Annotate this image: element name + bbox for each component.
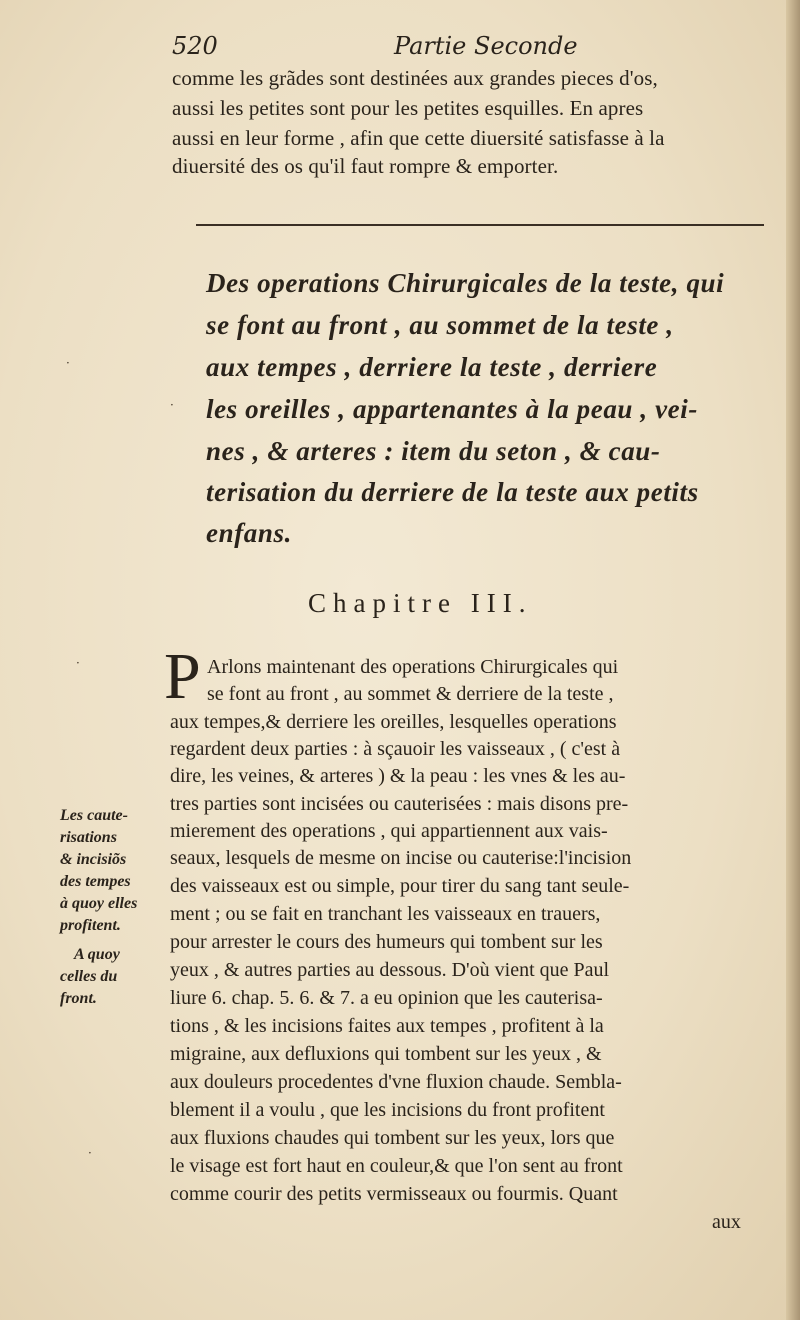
heading-line: aux tempes , derriere la teste , derriere [206,352,658,382]
body-line: des vaisseaux est ou simple, pour tirer du sang tant seule- [170,875,630,897]
margin-line: risations [60,829,117,846]
margin-line: à quoy elles [60,895,138,912]
margin-line: profitent. [60,917,121,934]
body-line: yeux , & autres parties au dessous. D'où vient que Paul [170,959,610,981]
body-line: mierement des operations , qui appartiennent aux vais- [170,820,608,842]
body-line: blement il a voulu , que les incisions du front profitent [170,1099,605,1121]
section-divider [196,224,764,226]
body-line: aux fluxions chaudes qui tombent sur les yeux, lors que [170,1127,615,1149]
body-line: tions , & les incisions faites aux tempes , profitent à la [170,1015,604,1037]
page-number: 520 [172,32,218,60]
page-header [172,32,772,62]
catchword: aux [712,1211,741,1233]
ink-speck: · [66,356,70,370]
body-line: se font au front , au sommet & derriere de la teste , [207,683,614,705]
heading-line: enfans. [206,518,292,548]
margin-line: des tempes [60,873,131,890]
body-line: tres parties sont incisées ou cauterisées : mais disons pre- [170,793,629,815]
margin-line: Les caute- [60,807,128,824]
body-line: pour arrester le cours des humeurs qui tombent sur les [170,931,603,953]
ink-speck: · [170,398,174,412]
text-line: aussi les petites sont pour les petites esquilles. En apres [172,96,644,120]
body-line: migraine, aux defluxions qui tombent sur les yeux , & [170,1043,602,1065]
heading-line: se font au front , au sommet de la teste , [206,310,674,340]
body-line: dire, les veines, & arteres ) & la peau : les vnes & les au- [170,765,626,787]
ink-speck: · [88,1146,92,1160]
text-line: comme les grãdes sont destinées aux grandes pieces d'os, [172,66,658,90]
running-title: Partie Seconde [394,32,578,60]
margin-line: celles du [60,968,118,985]
body-line: ment ; ou se fait en tranchant les vaisseaux en trauers, [170,903,601,925]
body-line: le visage est fort haut en couleur,& que l'on sent au front [170,1155,623,1177]
heading-line: Des operations Chirurgicales de la teste, qui [206,268,725,298]
text-line: aussi en leur forme , afin que cette diuersité satisfasse à la [172,126,665,150]
body-line: comme courir des petits vermisseaux ou fourmis. Quant [170,1183,618,1205]
heading-line: nes , & arteres : item du seton , & cau- [206,436,661,466]
body-line: seaux, lesquels de mesme on incise ou cauterise:l'incision [170,847,632,869]
body-line: aux douleurs procedentes d'vne fluxion chaude. Sembla- [170,1071,622,1093]
heading-line: les oreilles , appartenantes à la peau , vei- [206,394,698,424]
page-edge-shadow [786,0,800,1320]
drop-cap: P [164,640,201,713]
heading-line: terisation du derriere de la teste aux petits [206,477,699,507]
text-line: diuersité des os qu'il faut rompre & emporter. [172,154,559,178]
body-line: liure 6. chap. 5. 6. & 7. a eu opinion que les cauterisa- [170,987,603,1009]
chapter-title: Chapitre III. [308,588,533,618]
body-line: regardent deux parties : à sçauoir les vaisseaux , ( c'est à [170,738,621,760]
margin-line: front. [60,990,97,1007]
margin-line: A quoy [74,946,120,963]
body-line: aux tempes,& derriere les oreilles, lesquelles operations [170,711,617,733]
margin-line: & incisiõs [60,851,127,868]
body-line: Arlons maintenant des operations Chirurgicales qui [207,656,619,678]
ink-speck: · [76,656,80,670]
